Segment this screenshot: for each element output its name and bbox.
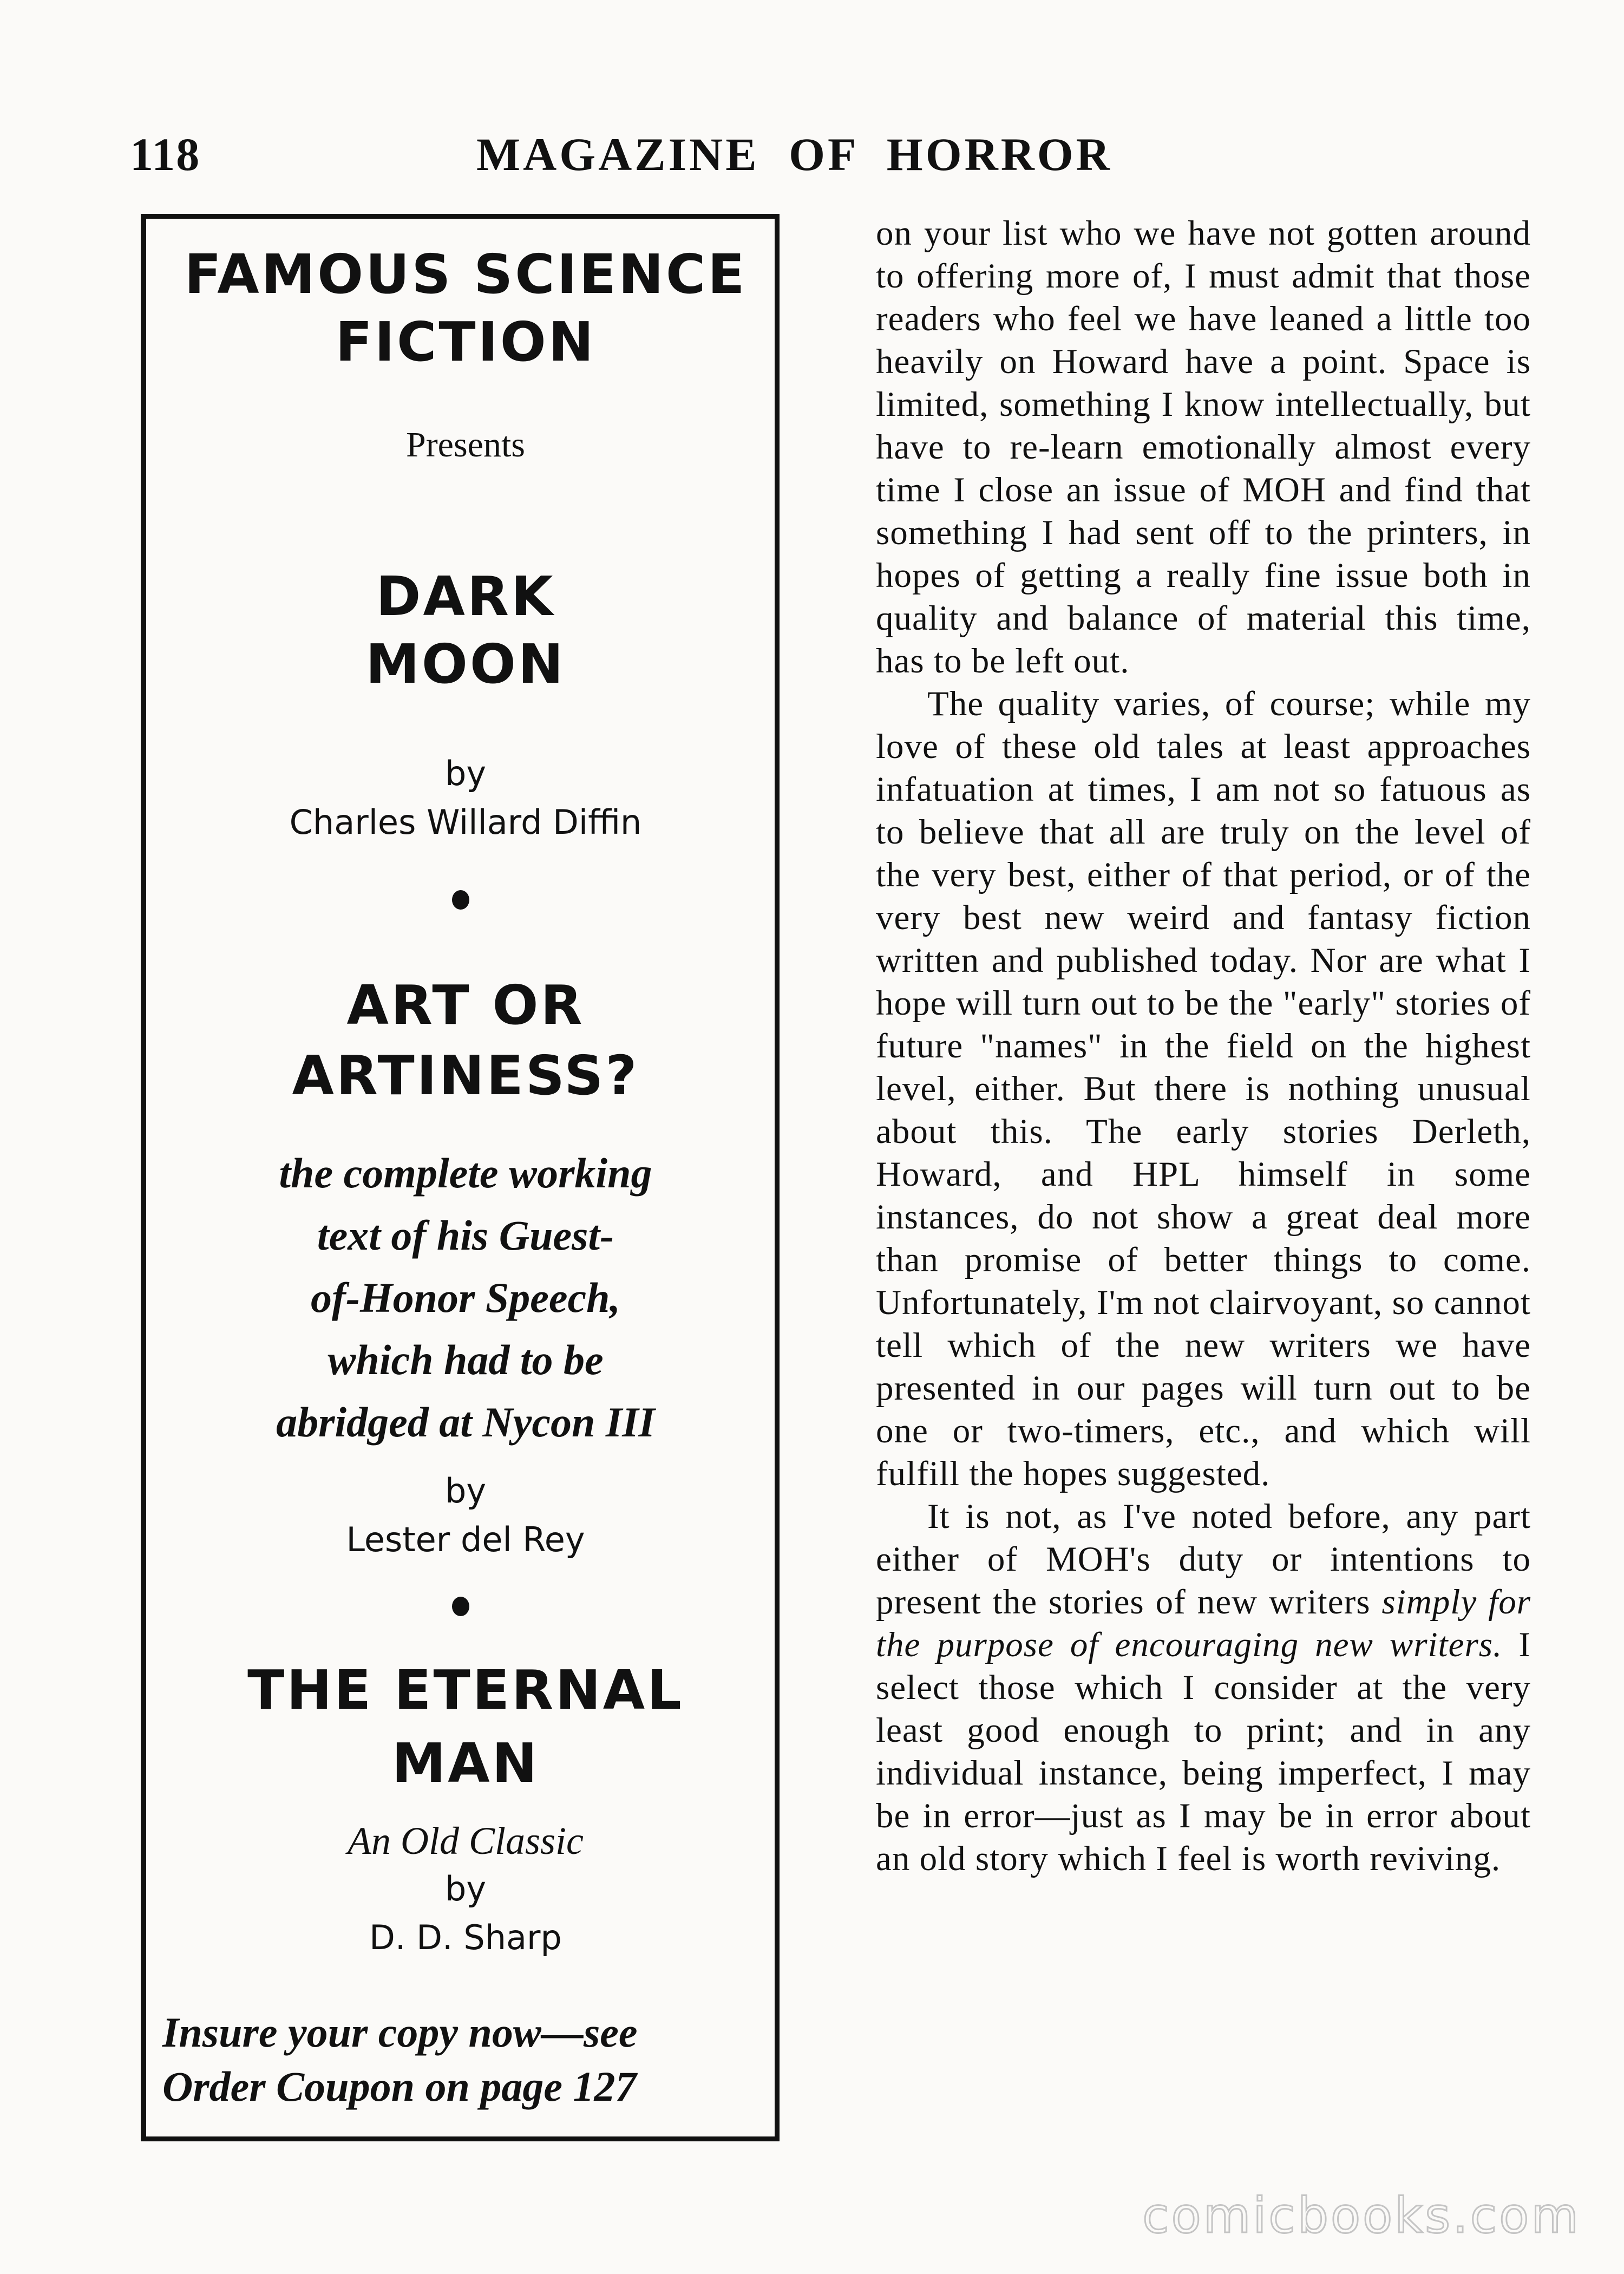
story3-title-line2: MAN	[391, 1731, 540, 1795]
watermark: comicbooks.com	[1142, 2187, 1581, 2244]
running-head: MAGAZINE OF HORROR	[476, 128, 1112, 180]
ad-order-note	[162, 2005, 769, 2114]
ad-order-line2: Order Coupon on page 127	[162, 2063, 637, 2110]
story3-desc: An Old Classic	[347, 1819, 584, 1863]
story1-title-line1: DARK	[376, 565, 555, 628]
bullet-divider	[452, 890, 469, 910]
page-number: 118	[130, 128, 201, 180]
paragraph-3-italic: simply for the purpose of encouraging new writers.	[876, 1583, 1531, 1664]
page-header	[130, 127, 1516, 187]
ad-title-line2: FICTION	[335, 310, 596, 374]
paragraph-1: on your list who we have not gotten around to offering more of, I must admit that those readers who feel we have leaned a little too heavily on Howard have a point. Space is limited, something I know intellectually, but have to re-learn emotionally almost every time I close an issue of MOH and find that something I had sent off to the printers, in hopes of getting a really fine issue both in quality and balance of material this time, has to be left out.	[876, 214, 1531, 681]
story3-by: by	[444, 1869, 487, 1909]
ad-title-line1: FAMOUS SCIENCE	[184, 243, 747, 306]
ad-order-line1: Insure your copy now—see	[162, 2009, 638, 2056]
story3-title-line1: THE ETERNAL	[247, 1658, 684, 1722]
story2-title-line1: ART OR	[346, 973, 585, 1037]
story2-desc-line1: the complete working	[279, 1149, 652, 1197]
story1-by: by	[444, 754, 487, 793]
story2-desc-line5: abridged at Nycon III	[276, 1399, 655, 1446]
story2-by: by	[444, 1471, 487, 1511]
story1-title-line2: MOON	[365, 632, 566, 696]
paragraph-3	[876, 1495, 1531, 1880]
story1-author: Charles Willard Diffin	[289, 802, 642, 842]
story2-desc-line3: of-Honor Speech,	[311, 1274, 620, 1321]
body-text-column	[876, 212, 1531, 1880]
story2-desc-line2: text of his Guest-	[317, 1212, 614, 1259]
advertisement-box	[141, 214, 780, 2141]
paragraph-2: The quality varies, of course; while my love of these old tales at least approaches infatuation at times, I am not so fatuous as to believe that all are truly on the level of the very best, either of that period, or of the very best new weird and fantasy fiction written and published today. Nor are what I hope will turn out to be the "early" stories of future "names" in the field on the highest level, either. But there is nothing unusual about this. The early stories Derleth, Howard, and HPL himself in some instances, do not show a great deal more than promise of better things to come. Unfortunately, I'm not clairvoyant, so cannot tell which of the new writers we have presented in our pages will turn out to be one or two-timers, etc., and which will fulfill the hopes suggested.	[876, 684, 1531, 1493]
story2-desc-line4: which had to be	[328, 1336, 604, 1383]
bullet-divider	[452, 1597, 469, 1616]
paragraph-3-start: It is not, as I've noted before, any part either of MOH's duty or intentions to present the stories of new writers	[876, 1497, 1531, 1622]
story3-author: D. D. Sharp	[369, 1918, 562, 1957]
story2-author: Lester del Rey	[346, 1520, 585, 1559]
story2-title-line2: ARTINESS?	[292, 1044, 639, 1107]
paragraph-3-end: I select those which I consider at the very least good enough to print; and in any individual instance, being imperfect, I may be in error—just as I may be in error about an old story which I feel is worth reviving.	[876, 1625, 1531, 1878]
ad-presents: Presents	[406, 425, 525, 465]
